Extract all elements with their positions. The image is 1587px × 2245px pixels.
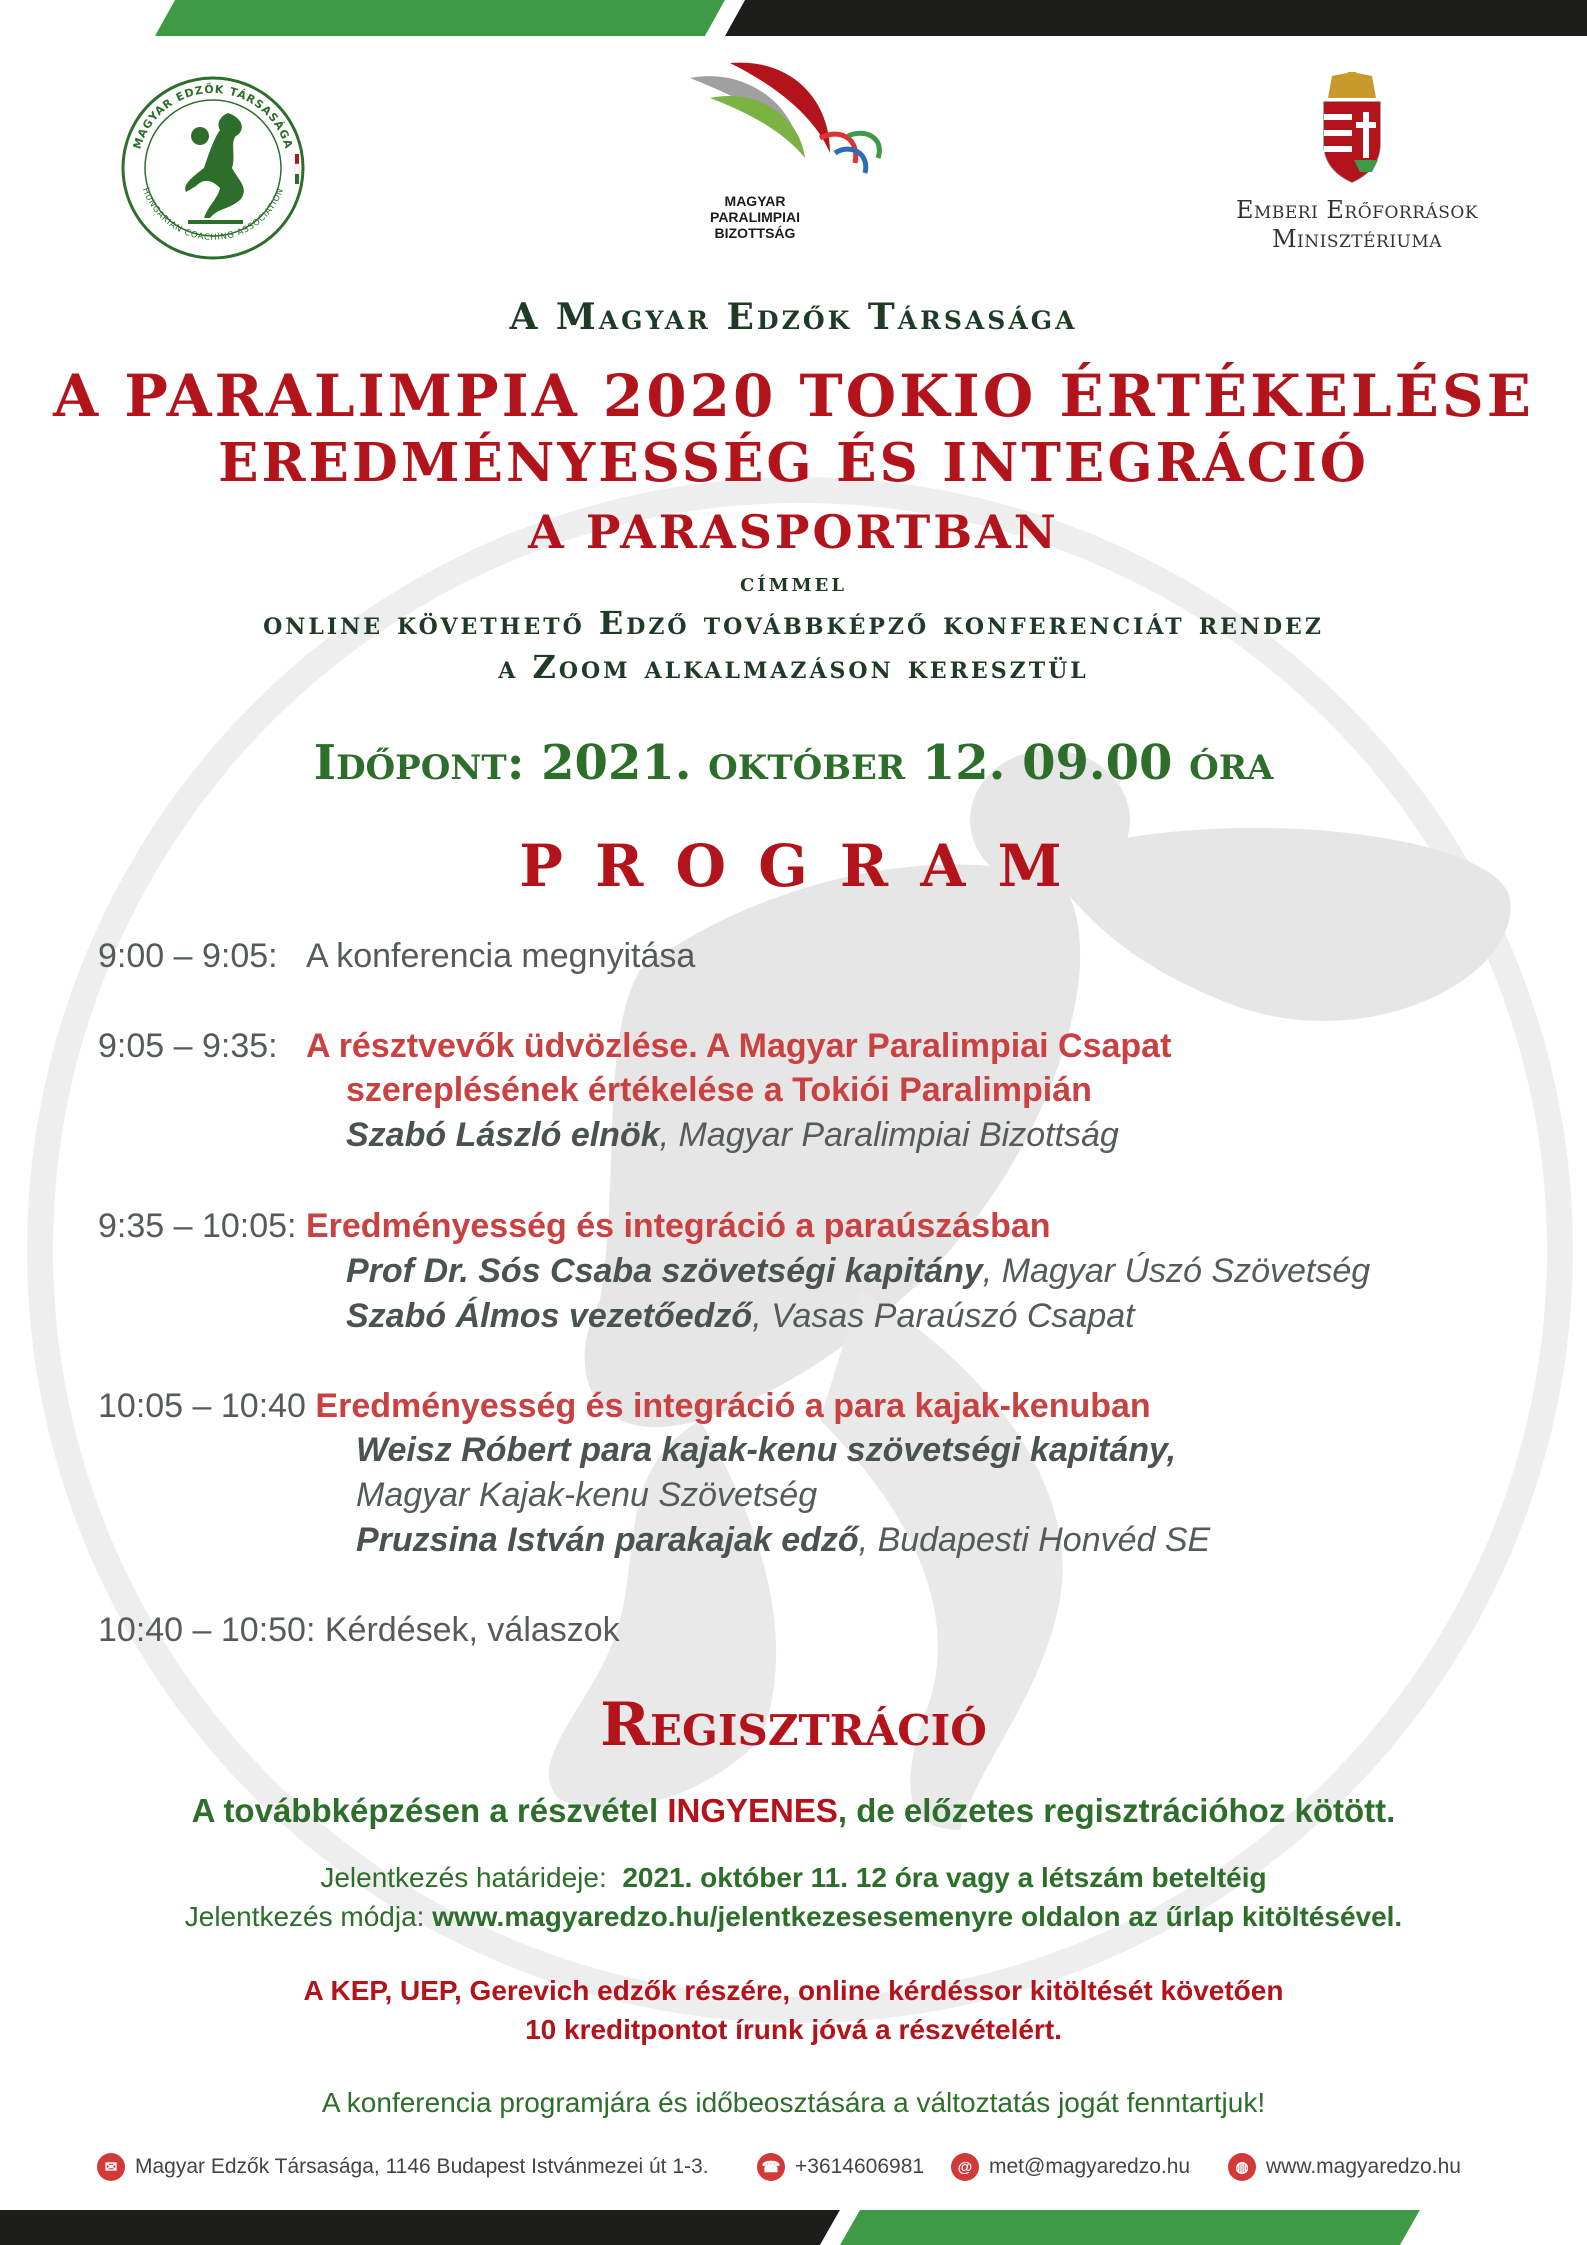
program-item-3-speaker-1 [346,1249,1370,1293]
program-item-4-speaker-2 [356,1518,1210,1562]
program-item-2-title-2: szereplésének értékelése a Tokiói Paralimpián [346,1071,1092,1109]
program-item-5 [98,1608,620,1652]
program-item-5-time: 10:40 – 10:50: [98,1611,316,1649]
title-line-2: EREDMÉNYESSÉG ÉS INTEGRÁCIÓ [218,432,1369,494]
program-item-2-speaker-name: Szabó László elnök [346,1116,660,1154]
program-item-3-speaker-1-name: Prof Dr. Sós Csaba szövetségi kapitány [346,1252,983,1290]
program-item-5-title: Kérdések, válaszok [324,1611,620,1649]
organizer-name: A Magyar Edzők Társasága [509,296,1078,338]
program-item-4 [98,1384,1151,1428]
program-item-2-speaker-org: , Magyar Paralimpiai Bizottság [659,1116,1119,1154]
subtitle-line-1: online követhető Edző továbbképző konferenciát rendez [263,604,1324,642]
program-item-3-title: Eredményesség és integráció a paraúszásban [305,1207,1051,1245]
subtitle-line-2: a Zoom alkalmazáson keresztül [498,648,1089,686]
emmi-logo-line1: Emberi Erőforrások [1235,196,1479,224]
registration-deadline [0,1862,1587,1894]
registration-free-text [0,1792,1587,1830]
mpb-logo-text [680,193,830,241]
bottom-stripe [0,2210,1587,2245]
title-line-1: A PARALIMPIA 2020 TOKIO ÉRTÉKELÉSE [53,362,1534,430]
globe-icon: ◍ [1228,2153,1256,2181]
emmi-logo-text [1192,196,1522,254]
mpb-logo-line2: PARALIMPIAI [710,209,800,225]
program-item-4-title: Eredményesség és integráció a para kajak-kenuban [315,1387,1151,1425]
title-line-3: A PARASPORTBAN [528,505,1059,559]
mpb-logo-line1: MAGYAR [724,193,786,209]
program-item-3-speaker-1-org: , Magyar Úszó Szövetség [982,1252,1371,1290]
program-heading: P R O G R A M [519,832,1068,900]
footer-address-text: Magyar Edzők Társasága, 1146 Budapest Istvánmezei út 1-3. [135,2155,709,2178]
disclaimer: A konferencia programjára és időbeosztására a változtatás jogát fenntartjuk! [321,2087,1266,2118]
program-item-3-speaker-2 [346,1294,1135,1338]
program-item-4-speaker-2-org: , Budapesti Honvéd SE [858,1521,1211,1559]
program-item-3 [98,1204,1051,1248]
coat-of-arms [1312,72,1392,184]
met-logo [108,68,318,268]
registration-method-label: Jelentkezés módja: [184,1901,425,1932]
program-item-1-title: A konferencia megnyitása [305,937,696,975]
program-item-2-time: 9:05 – 9:35: [98,1027,278,1065]
registration-deadline-value: 2021. október 11. 12 óra vagy a létszám beteltéig [622,1862,1267,1893]
registration-free-pre: A továbbképzésen a részvétel [191,1792,668,1829]
footer-web[interactable] [1228,2153,1461,2181]
footer-email[interactable] [951,2153,1190,2181]
registration-free-word: INGYENES [667,1792,838,1829]
envelope-icon: ✉ [97,2153,125,2181]
credit-line-2: 10 kreditpontot írunk jóvá a részvételért. [525,2014,1062,2045]
registration-deadline-label: Jelentkezés határideje: [320,1862,607,1893]
emmi-logo-line2: Minisztériuma [1271,225,1443,253]
program-item-4-time: 10:05 – 10:40 [98,1387,306,1425]
registration-method [0,1901,1587,1933]
registration-method-value[interactable]: www.magyaredzo.hu/jelentkezesesemenyre oldalon az űrlap kitöltésével. [432,1901,1403,1932]
program-item-4-speaker-1-org: Magyar Kajak-kenu Szövetség [356,1476,818,1514]
footer-phone[interactable] [757,2153,924,2181]
cimmel-text: címmel [740,568,847,598]
footer-phone-text: +3614606981 [795,2155,925,2178]
event-date: Időpont: 2021. október 12. 09.00 óra [313,735,1274,791]
footer-address [97,2153,709,2181]
credit-line-1: A KEP, UEP, Gerevich edzők részére, online kérdéssor kitöltését követően [303,1975,1284,2006]
footer-web-text: www.magyaredzo.hu [1266,2155,1461,2178]
met-logo-ring-top: MAGYAR EDZŐK TÁRSASÁGA [130,82,296,151]
phone-icon: ☎ [757,2153,785,2181]
mpb-swoosh-logo [680,58,900,178]
registration-heading: Regisztráció [600,1690,987,1760]
registration-free-post: , de előzetes regisztrációhoz kötött. [837,1792,1396,1829]
program-item-1-time: 9:00 – 9:05: [98,937,278,975]
program-item-3-speaker-2-name: Szabó Álmos vezetőedző [346,1297,753,1335]
program-item-4-speaker-1-name: Weisz Róbert para kajak-kenu szövetségi kapitány, [356,1431,1177,1469]
at-icon: @ [951,2153,979,2181]
program-item-1 [98,934,695,978]
footer-email-text: met@magyaredzo.hu [989,2155,1191,2178]
program-item-2-title-1: A résztvevők üdvözlése. A Magyar Paralimpiai Csapat [305,1027,1172,1065]
program-item-2 [98,1024,1171,1068]
mpb-logo-line3: BIZOTTSÁG [714,225,796,241]
program-item-4-speaker-2-name: Pruzsina István parakajak edző [356,1521,859,1559]
met-logo-ring-bottom: HUNGARIAN COACHING ASSOCIATION [139,186,287,243]
program-item-2-speaker [346,1113,1119,1157]
program-item-3-time: 9:35 – 10:05: [98,1207,297,1245]
program-item-3-speaker-2-org: , Vasas Paraúszó Csapat [752,1297,1135,1335]
